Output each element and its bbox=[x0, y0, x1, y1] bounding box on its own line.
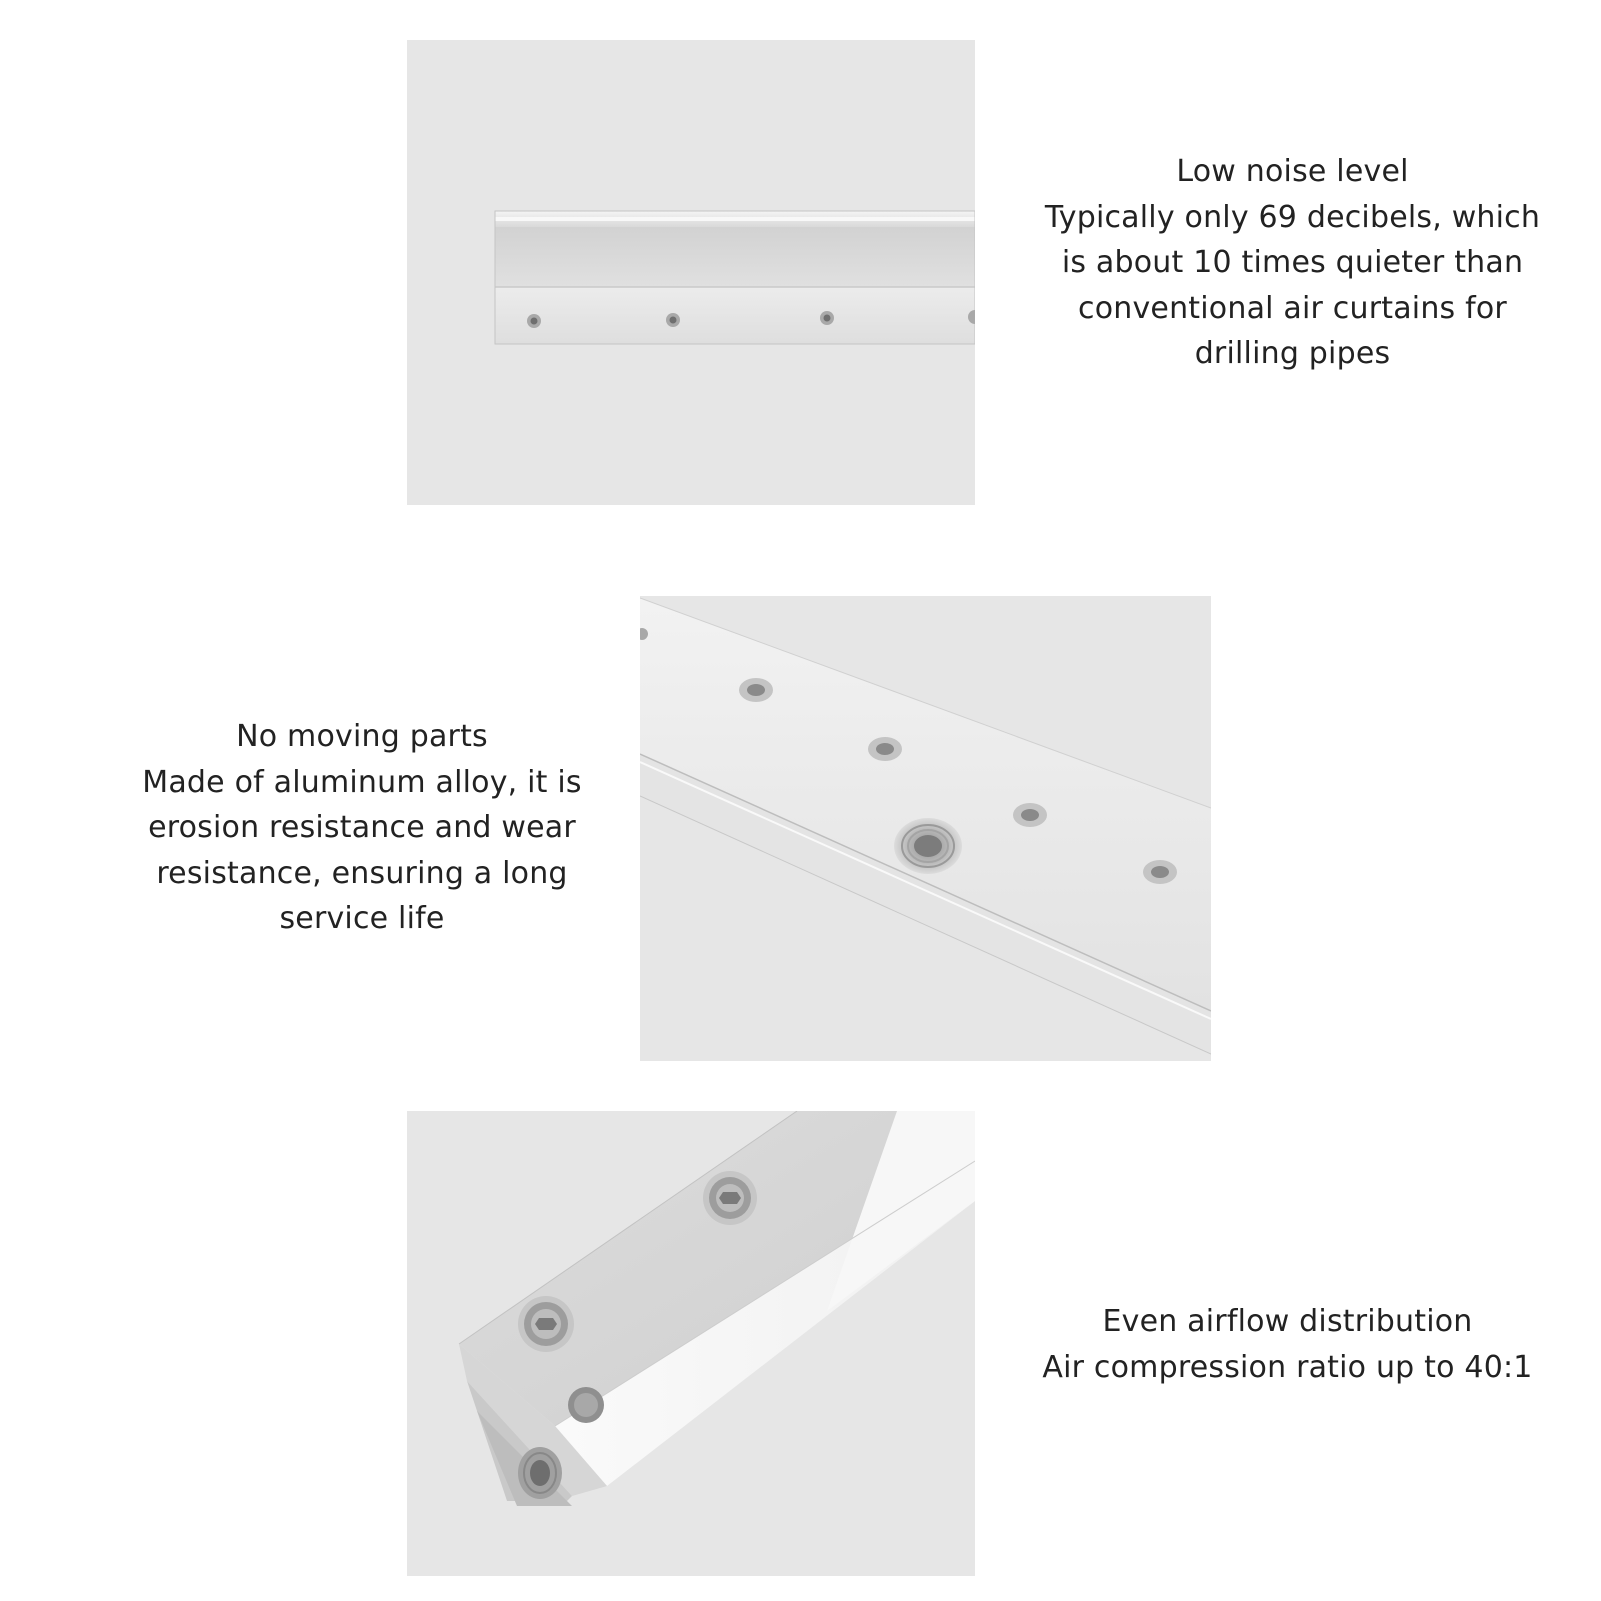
air-knife-bar-side-illustration bbox=[407, 40, 975, 505]
feature-title: Even airflow distribution bbox=[1102, 1304, 1473, 1339]
feature-description: Air compression ratio up to 40:1 bbox=[1042, 1349, 1533, 1385]
feature-title: Low noise level bbox=[1176, 154, 1409, 189]
feature-low-noise bbox=[1020, 149, 1565, 377]
feature-description: Made of aluminum alloy, it is erosion resistance and wear resistance, ensuring a long service life bbox=[142, 764, 582, 936]
threaded-inlet-port bbox=[894, 818, 962, 874]
end-inlet-port bbox=[518, 1447, 562, 1499]
product-photo-end-view bbox=[407, 1111, 975, 1576]
feature-title: No moving parts bbox=[236, 719, 488, 754]
product-photo-angled-view bbox=[640, 596, 1211, 1061]
feature-description: Typically only 69 decibels, which is about 10 times quieter than conventional air curtains for drilling pipes bbox=[1044, 199, 1541, 371]
air-knife-bar-end-illustration bbox=[407, 1111, 975, 1576]
product-photo-side-view bbox=[407, 40, 975, 505]
feature-no-moving-parts bbox=[108, 714, 616, 942]
feature-even-airflow bbox=[1010, 1299, 1565, 1390]
air-knife-bar-angled-illustration bbox=[640, 596, 1211, 1061]
